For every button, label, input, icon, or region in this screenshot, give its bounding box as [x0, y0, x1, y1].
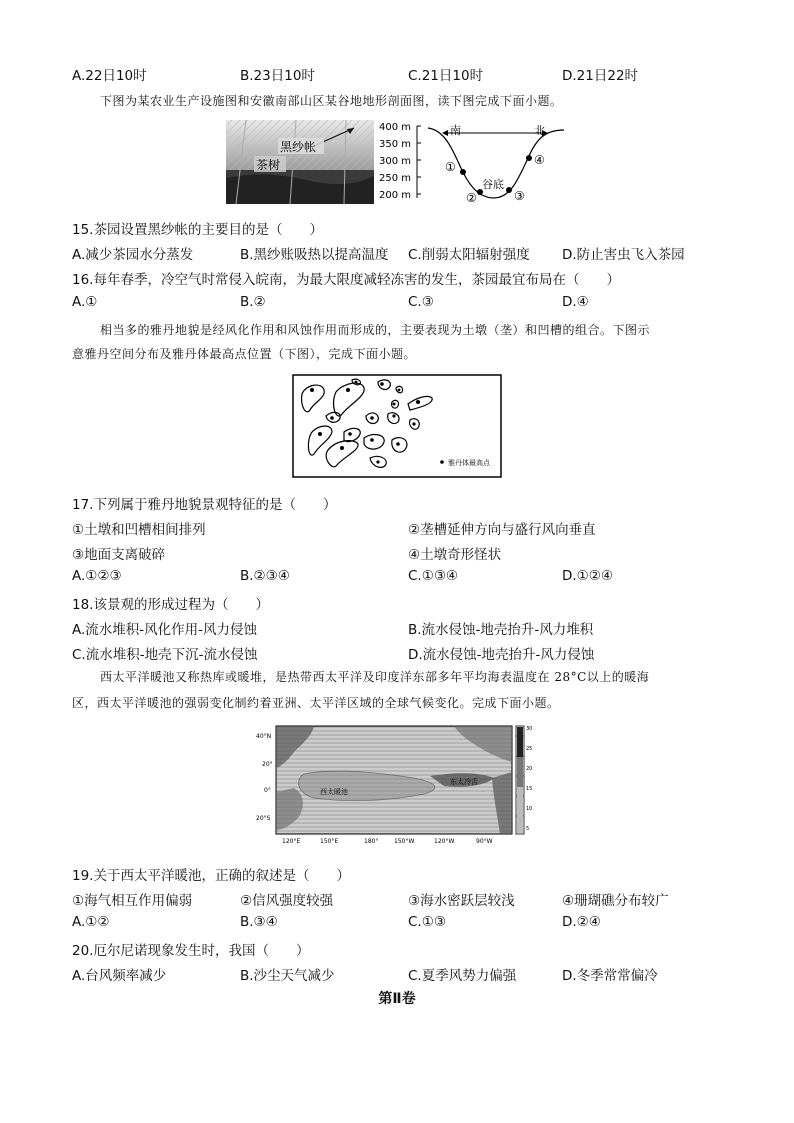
- q15-option-b: B.黑纱账吸热以提高温度: [240, 247, 389, 263]
- colorbar-tick-5: 5: [526, 826, 530, 832]
- label-west-pacific-warm-pool: 西太暖池: [320, 788, 348, 796]
- q16-option-d: D.④: [562, 294, 589, 310]
- q17-option-c: C.①③④: [408, 568, 459, 584]
- y-tick-250: 250 m: [379, 173, 412, 184]
- intro-19-20-line2: 区，西太平洋暖池的强弱变化制约着亚洲、太平洋区域的全球气候变化。完成下面小题。: [72, 696, 560, 710]
- q19-item-3: ③海水密跃层较浅: [408, 893, 515, 909]
- q20-option-c: C.夏季风势力偏强: [408, 968, 517, 984]
- q20-option-d: D.冬季常常偏冷: [562, 968, 658, 984]
- q19-option-c: C.①③: [408, 914, 446, 930]
- q17-option-d: D.①②④: [562, 568, 613, 584]
- label-tea-tree: 茶树: [256, 158, 281, 172]
- legend-dot: [440, 460, 444, 464]
- q18-option-b: B.流水侵蚀-地壳抬升-风力堆积: [408, 622, 594, 638]
- q15-option-a: A.减少茶园水分蒸发: [72, 247, 194, 263]
- q17-stem: 17.下列属于雅丹地貌景观特征的是（ ）: [72, 497, 337, 513]
- q19-option-d: D.②④: [562, 914, 601, 930]
- figure-warm-pool-map: [254, 722, 540, 848]
- q19-item-1: ①海气相互作用偏弱: [72, 893, 193, 909]
- q17-option-a: A.①②③: [72, 568, 122, 584]
- lat-tick-20s: 20°S: [256, 815, 271, 822]
- q15-option-c: C.削弱太阳辐射强度: [408, 247, 530, 263]
- q17-item-3: ③地面支离破碎: [72, 547, 166, 563]
- q17-item-2: ②垄槽延伸方向与盛行风向垂直: [408, 522, 596, 538]
- lat-tick-20n: 20°: [262, 761, 273, 768]
- lon-tick-150e: 150°E: [320, 838, 339, 845]
- lon-tick-120w: 120°W: [434, 838, 455, 845]
- colorbar-tick-25: 25: [526, 746, 533, 752]
- y-tick-400: 400 m: [379, 122, 412, 133]
- q14-option-c: C.21日10时: [408, 68, 484, 84]
- colorbar-tick-20: 20: [526, 766, 533, 772]
- colorbar-tick-10: 10: [526, 806, 533, 812]
- lon-tick-150w: 150°W: [394, 838, 415, 845]
- lat-tick-40n: 40°N: [256, 733, 272, 740]
- q20-option-a: A.台风频率减少: [72, 968, 167, 984]
- q19-stem: 19.关于西太平洋暖池，正确的叙述是（ ）: [72, 868, 350, 884]
- intro-15-16: 下图为某农业生产设施图和安徽南部山区某谷地地形剖面图，读下图完成下面小题。: [100, 94, 563, 108]
- marker-2: ②: [466, 191, 477, 204]
- q19-option-b: B.③④: [240, 914, 278, 930]
- q18-option-d: D.流水侵蚀-地壳抬升-风力侵蚀: [408, 647, 595, 663]
- q14-option-b: B.23日10时: [240, 68, 315, 84]
- legend-label: 雅丹体最高点: [448, 459, 490, 467]
- colorbar-tick-30: 30: [526, 726, 533, 732]
- q18-option-c: C.流水堆积-地壳下沉-流水侵蚀: [72, 647, 258, 663]
- q18-stem: 18.该景观的形成过程为（ ）: [72, 597, 269, 613]
- q14-option-a: A.22日10时: [72, 68, 147, 84]
- figure-tea-garden: [226, 118, 566, 204]
- q16-option-b: B.②: [240, 294, 266, 310]
- y-tick-200: 200 m: [379, 190, 412, 201]
- q17-item-4: ④土墩奇形怪状: [408, 547, 502, 563]
- marker-4: ④: [534, 153, 545, 167]
- y-tick-300: 300 m: [379, 156, 412, 167]
- label-south: 南: [450, 124, 461, 137]
- part-2-heading: 第Ⅱ卷: [378, 991, 416, 1007]
- figure-yardang-map: [292, 374, 502, 478]
- lon-tick-90w: 90°W: [476, 838, 493, 845]
- q20-stem: 20.厄尔尼诺现象发生时，我国（ ）: [72, 943, 310, 959]
- marker-3: ③: [514, 189, 525, 203]
- q16-option-a: A.①: [72, 294, 98, 310]
- q16-stem: 16.每年春季，冷空气时常侵入皖南，为最大限度减轻冻害的发生，茶园最宜布局在（ ）: [72, 272, 620, 288]
- q19-item-2: ②信风强度较强: [240, 893, 334, 909]
- q16-option-c: C.③: [408, 294, 434, 310]
- intro-19-20-line1: 西太平洋暖池又称热库或暖堆，是热带西太平洋及印度洋东部多年平均海表温度在 28°C以上的暖海: [100, 670, 650, 684]
- colorbar-tick-15: 15: [526, 786, 533, 792]
- y-tick-350: 350 m: [379, 139, 412, 150]
- q17-item-1: ①土墩和凹槽相间排列: [72, 522, 206, 538]
- label-black-net: 黑纱帐: [280, 140, 317, 154]
- q15-stem: 15.茶园设置黑纱帐的主要目的是（ ）: [72, 222, 323, 238]
- q20-option-b: B.沙尘天气减少: [240, 968, 335, 984]
- lat-tick-0: 0°: [264, 787, 271, 794]
- intro-17-18-line2: 意雅丹空间分布及雅丹体最高点位置（下图），完成下面小题。: [72, 347, 417, 361]
- q18-option-a: A.流水堆积-风化作用-风力侵蚀: [72, 622, 258, 638]
- q15-option-d: D.防止害虫飞入茶园: [562, 247, 685, 263]
- q14-option-d: D.21日22时: [562, 68, 639, 84]
- lon-tick-180: 180°: [364, 838, 379, 845]
- lon-tick-120e: 120°E: [282, 838, 301, 845]
- q17-option-b: B.②③④: [240, 568, 290, 584]
- label-north: 北: [534, 124, 545, 137]
- q19-item-4: ④珊瑚礁分布较广: [562, 893, 669, 909]
- label-east-pacific-cold-tongue: 东太冷舌: [450, 778, 478, 786]
- intro-17-18-line1: 相当多的雅丹地貌是经风化作用和风蚀作用而形成的，主要表现为土墩（垄）和凹槽的组合。下图示: [100, 323, 651, 337]
- q19-option-a: A.①②: [72, 914, 110, 930]
- marker-1: ①: [445, 160, 456, 174]
- label-valley: 谷底: [482, 178, 504, 191]
